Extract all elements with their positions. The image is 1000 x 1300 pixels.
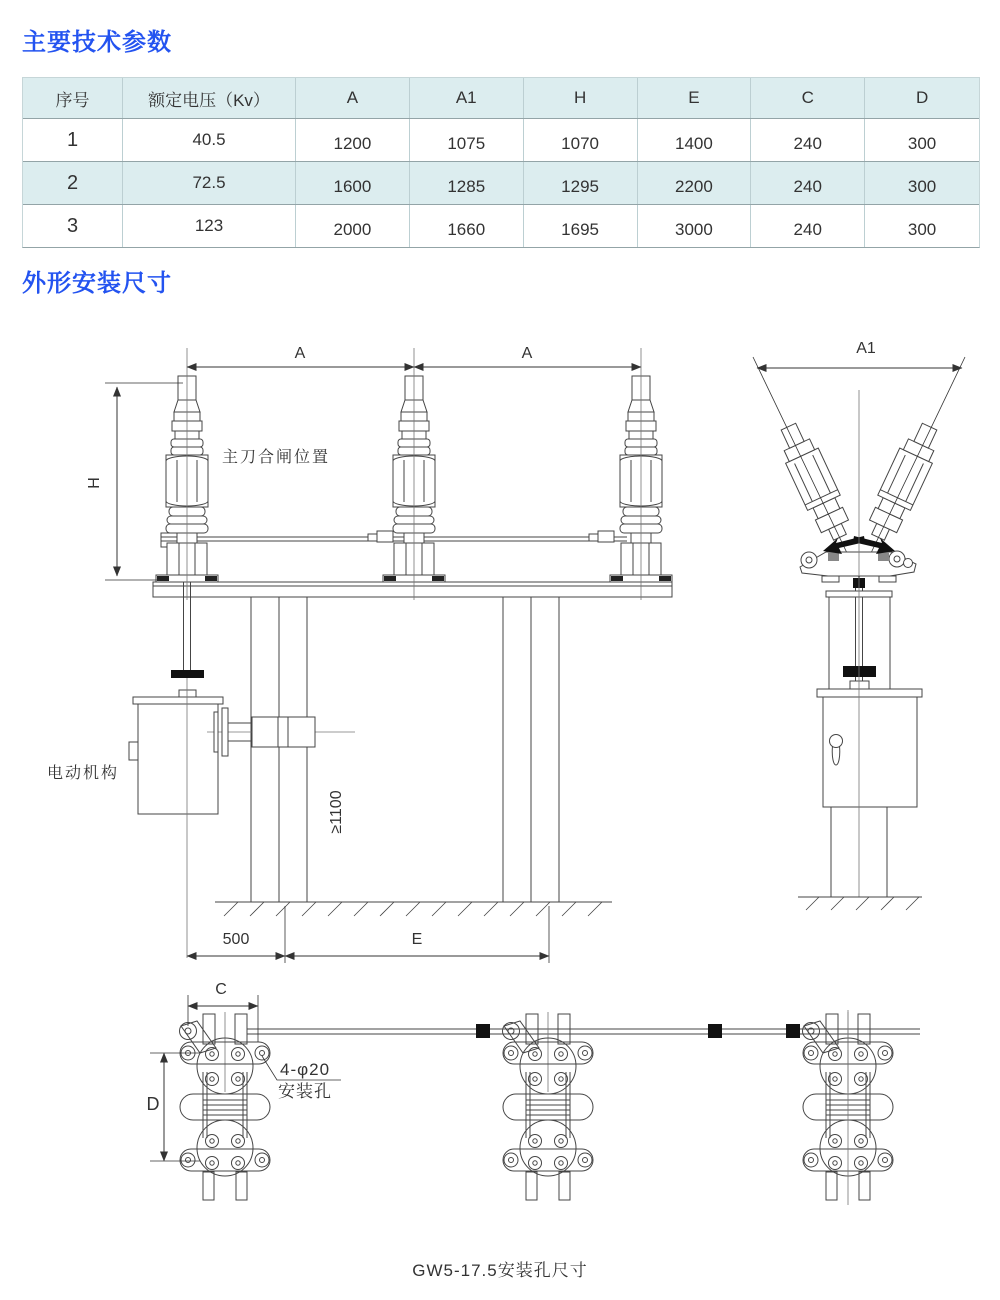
table-cell: 1400 xyxy=(638,119,752,161)
table-cell: 1 xyxy=(23,119,123,161)
tilted-insulator-right xyxy=(862,419,946,545)
motor-mechanism-label: 电动机构 xyxy=(47,765,120,782)
tilted-insulator-left xyxy=(772,419,856,545)
side-view xyxy=(753,357,965,910)
table-cell: 1285 xyxy=(410,162,524,204)
table-cell: 1295 xyxy=(524,162,638,204)
table-cell: 240 xyxy=(751,162,865,204)
table-row xyxy=(23,204,979,247)
column-header: H xyxy=(524,78,638,118)
table-cell: 2200 xyxy=(638,162,752,204)
table-cell: 300 xyxy=(907,134,937,153)
dim-label-500: 500 xyxy=(222,931,250,948)
table-cell: 1600 xyxy=(296,162,410,204)
table-cell: 240 xyxy=(751,119,865,161)
table-cell: 3 xyxy=(23,205,123,247)
table-cell: 2 xyxy=(23,162,123,204)
column-header: E xyxy=(638,78,752,118)
mounting-unit-2 xyxy=(503,1012,594,1200)
dim-label-d: D xyxy=(146,1094,160,1114)
table-row xyxy=(23,118,979,161)
section-title-parameters: 主要技术参数 xyxy=(22,29,172,56)
table-cell: 1695 xyxy=(524,205,638,247)
column-header: D xyxy=(915,88,929,107)
min-clearance-label: ≥1100 xyxy=(328,790,345,834)
front-view xyxy=(129,348,672,958)
technical-parameters-table xyxy=(22,77,980,248)
ground-hatch-side xyxy=(806,897,919,910)
dim-label-e: E xyxy=(411,931,423,948)
blade-position-note: 主刀合闸位置 xyxy=(222,449,331,466)
dim-label-h: H xyxy=(86,477,103,489)
column-header: 额定电压（Kv） xyxy=(123,78,296,118)
section-title-outline: 外形安装尺寸 xyxy=(22,270,172,297)
table-cell: 300 xyxy=(907,177,937,196)
outline-dimension-drawing xyxy=(0,300,1000,1240)
plan-view xyxy=(150,995,920,1205)
table-cell: 1075 xyxy=(410,119,524,161)
table-row xyxy=(23,161,979,204)
column-header: A xyxy=(296,78,410,118)
ground-hatch-front xyxy=(224,902,602,916)
table-cell: 300 xyxy=(907,220,937,239)
dim-label-a1: A1 xyxy=(856,340,876,357)
table-cell: 240 xyxy=(751,205,865,247)
column-header: 序号 xyxy=(23,78,123,118)
table-header-row xyxy=(23,78,979,118)
hole-note-line2: 安装孔 xyxy=(278,1082,332,1101)
column-header: A1 xyxy=(410,78,524,118)
drawing-caption: GW5-17.5安装孔尺寸 xyxy=(412,1261,588,1280)
table-cell: 72.5 xyxy=(123,162,296,204)
table-cell: 40.5 xyxy=(123,119,296,161)
dim-label-a-left: A xyxy=(294,345,306,362)
table-cell: 1070 xyxy=(524,119,638,161)
table-cell: 1660 xyxy=(410,205,524,247)
column-header: C xyxy=(751,78,865,118)
table-cell: 123 xyxy=(123,205,296,247)
dim-label-a-right: A xyxy=(521,345,533,362)
hole-note-line1: 4-φ20 xyxy=(280,1060,331,1079)
table-cell: 1200 xyxy=(296,119,410,161)
table-cell: 2000 xyxy=(296,205,410,247)
mounting-unit-1 xyxy=(180,1012,271,1200)
table-cell: 3000 xyxy=(638,205,752,247)
dim-label-c: C xyxy=(215,981,227,998)
